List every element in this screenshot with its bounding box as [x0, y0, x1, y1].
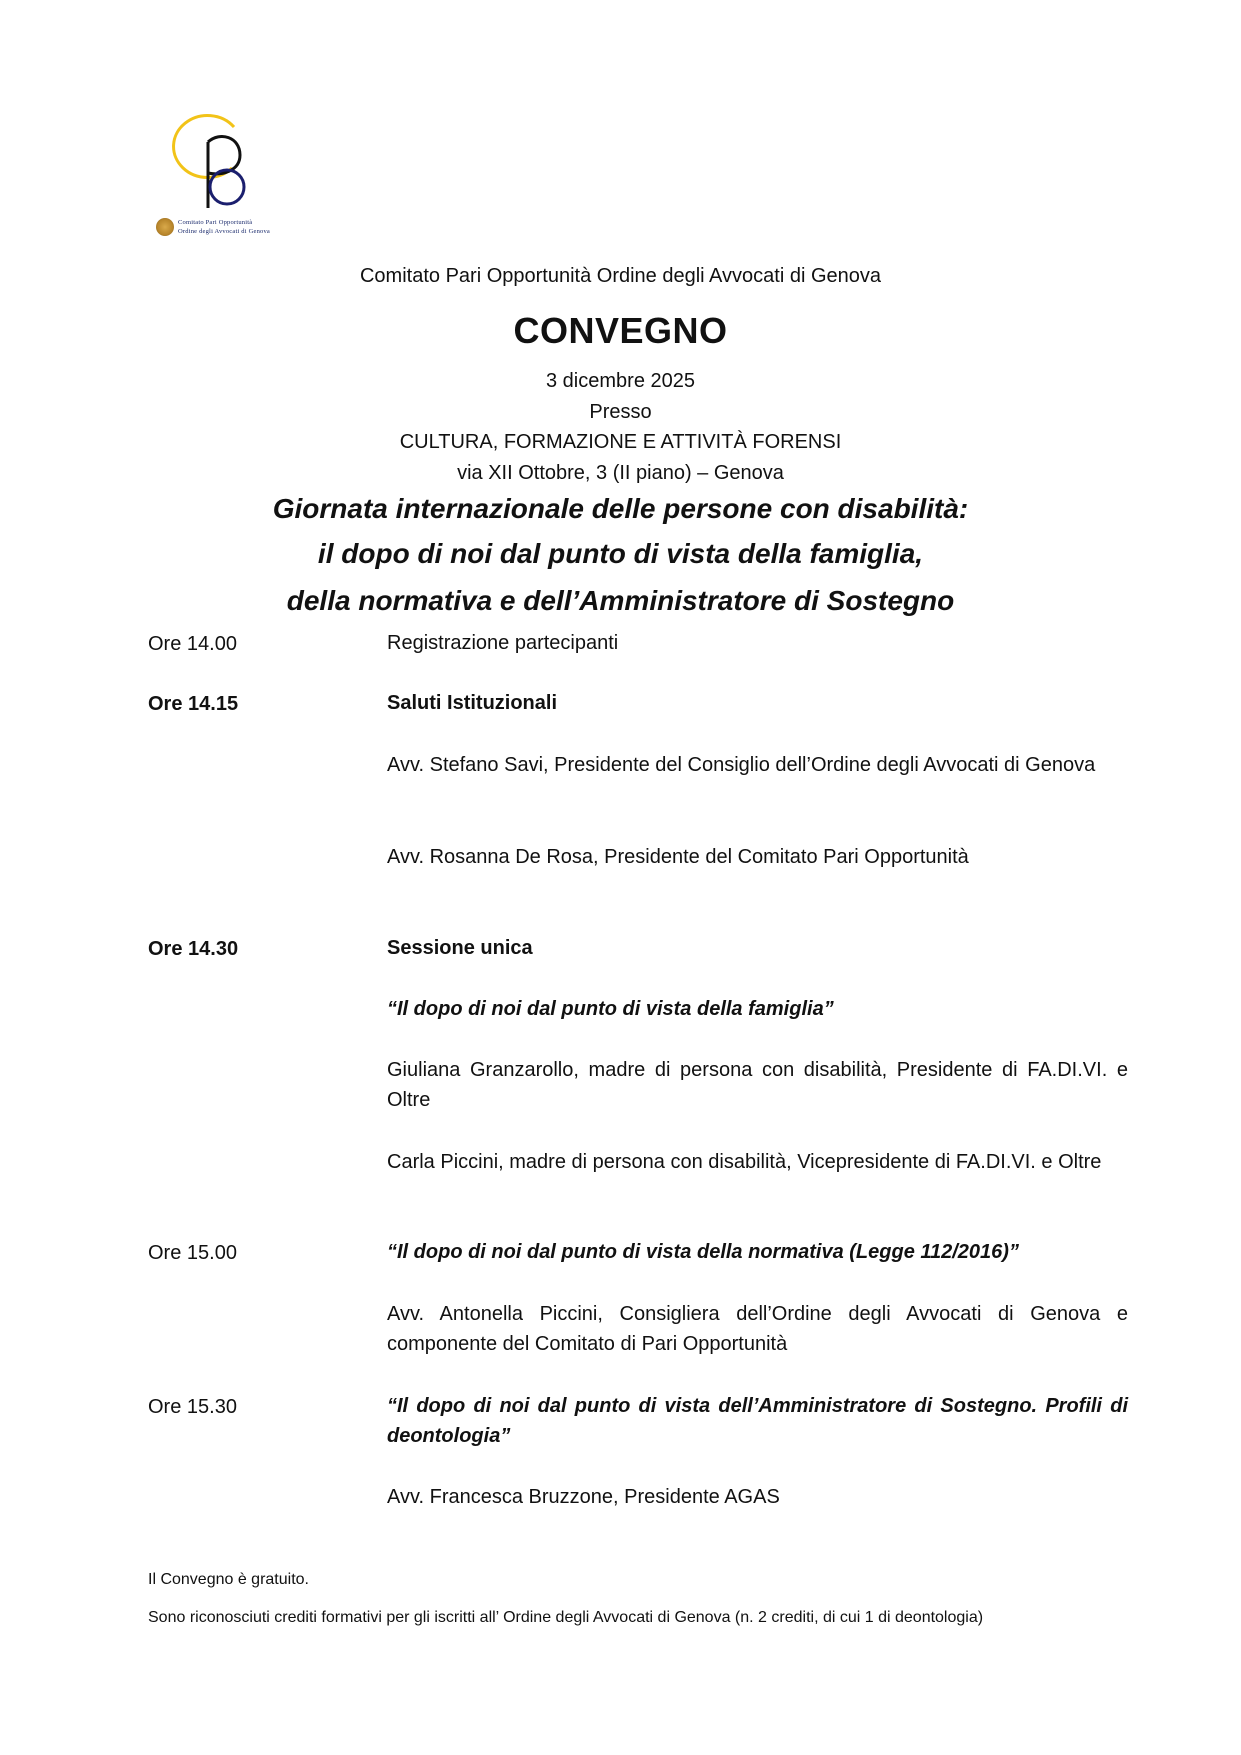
program-time-4: Ore 15.00 — [148, 1242, 237, 1264]
cpo-logo-icon — [150, 105, 310, 215]
program-title-2: Saluti Istituzionali — [387, 692, 558, 714]
presso-label: Presso — [589, 401, 652, 423]
page-title: CONVEGNO — [513, 310, 728, 351]
venue-name: CULTURA, FORMAZIONE E ATTIVITÀ FORENSI — [399, 431, 842, 453]
organization-name: Comitato Pari Opportunità Ordine degli Avvocati di Genova — [359, 265, 882, 287]
program-time-5: Ore 15.30 — [148, 1396, 237, 1418]
speaker-de-rosa: Avv. Rosanna De Rosa, Presidente del Comitato Pari Opportunità — [387, 846, 969, 868]
program-time-1: Ore 14.00 — [148, 633, 237, 655]
cpo-logo — [150, 105, 310, 240]
headline-line-2: il dopo di noi dal punto di vista della famiglia, — [317, 538, 924, 569]
program-title-4: “Il dopo di noi dal punto di vista della normativa (Legge 112/2016)” — [387, 1241, 1019, 1263]
logo-caption-line1: Comitato Pari Opportunità — [178, 219, 253, 226]
program-subtitle-3: “Il dopo di noi dal punto di vista della famiglia” — [387, 998, 834, 1020]
speaker-granzarollo: Giuliana Granzarollo, madre di persona con disabilità, Presidente di FA.DI.VI. e Oltre — [387, 1059, 1128, 1111]
speaker-savi: Avv. Stefano Savi, Presidente del Consiglio dell’Ordine degli Avvocati di Genova — [387, 754, 1096, 776]
speaker-bruzzone: Avv. Francesca Bruzzone, Presidente AGAS — [387, 1486, 780, 1508]
credits-note: Sono riconosciuti crediti formativi per gli iscritti all’ Ordine degli Avvocati di Genova (n. 2 crediti, di cui 1 di deontologia) — [148, 1609, 984, 1626]
free-entry-note: Il Convegno è gratuito. — [148, 1571, 309, 1588]
seal-icon — [156, 218, 174, 236]
headline-line-3: della normativa e dell’Amministratore di Sostegno — [286, 585, 955, 616]
program-time-3: Ore 14.30 — [148, 938, 239, 960]
program-title-3: Sessione unica — [387, 937, 533, 959]
program-title-1: Registrazione partecipanti — [387, 632, 619, 654]
headline-line-1: Giornata internazionale delle persone con disabilità: — [272, 493, 969, 524]
program-time-2: Ore 14.15 — [148, 693, 239, 715]
speaker-antonella-piccini: Avv. Antonella Piccini, Consigliera dell’Ordine degli Avvocati di Genova e componente del Comitato di Pari Opportunità — [387, 1303, 1128, 1355]
venue-address: via XII Ottobre, 3 (II piano) – Genova — [457, 462, 784, 484]
program-title-5: “Il dopo di noi dal punto di vista dell’Amministratore di Sostegno. Profili di deontologia” — [387, 1395, 1128, 1447]
logo-caption-line2: Ordine degli Avvocati di Genova — [178, 228, 271, 235]
event-date: 3 dicembre 2025 — [546, 370, 695, 392]
speaker-carla-piccini: Carla Piccini, madre di persona con disabilità, Vicepresidente di FA.DI.VI. e Oltre — [387, 1151, 1102, 1173]
